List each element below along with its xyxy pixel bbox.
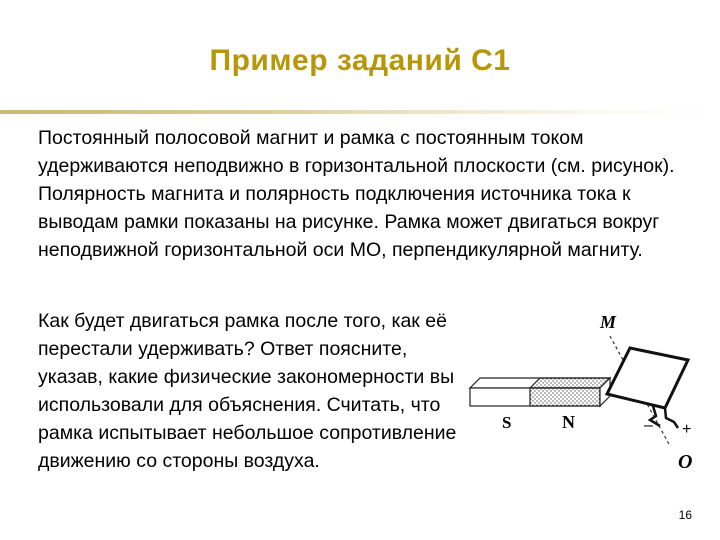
- label-minus: –: [644, 417, 653, 434]
- label-m: M: [600, 312, 617, 332]
- frame-lead-plus: [665, 408, 678, 428]
- magnet-frame-figure: [460, 296, 710, 476]
- bar-magnet: [470, 378, 610, 406]
- magnet-north-top: [530, 378, 610, 388]
- label-plus: +: [682, 421, 692, 438]
- frame-loop: [607, 348, 688, 408]
- problem-question: Как будет двигаться рамка после того, как её перестали удерживать? Ответ поясните, указав, какие физические закономерности вы использовали для объяснения. Считать, что рамка испытывает небольшое сопротивление движению со стороны воздуха.: [38, 310, 457, 472]
- label-n: N: [562, 412, 575, 432]
- title-divider: [0, 110, 720, 114]
- current-frame: [607, 348, 688, 428]
- magnet-north-front: [530, 388, 600, 406]
- problem-statement: Постоянный полосовой магнит и рамка с постоянным током удерживаются неподвижно в горизонтальной плоскости (см. рисунок). Полярность магнита и полярность подключения источника тока к выводам рамки показаны на рисунке. Рамка может двигаться вокруг неподвижной горизонтальной оси МО, перпендикулярной магниту.: [38, 127, 675, 261]
- label-s: S: [502, 413, 512, 432]
- slide-title: Пример заданий С1: [209, 44, 511, 77]
- label-o: O: [678, 451, 693, 473]
- page-number: 16: [678, 508, 692, 522]
- magnet-frame-diagram: [460, 296, 710, 476]
